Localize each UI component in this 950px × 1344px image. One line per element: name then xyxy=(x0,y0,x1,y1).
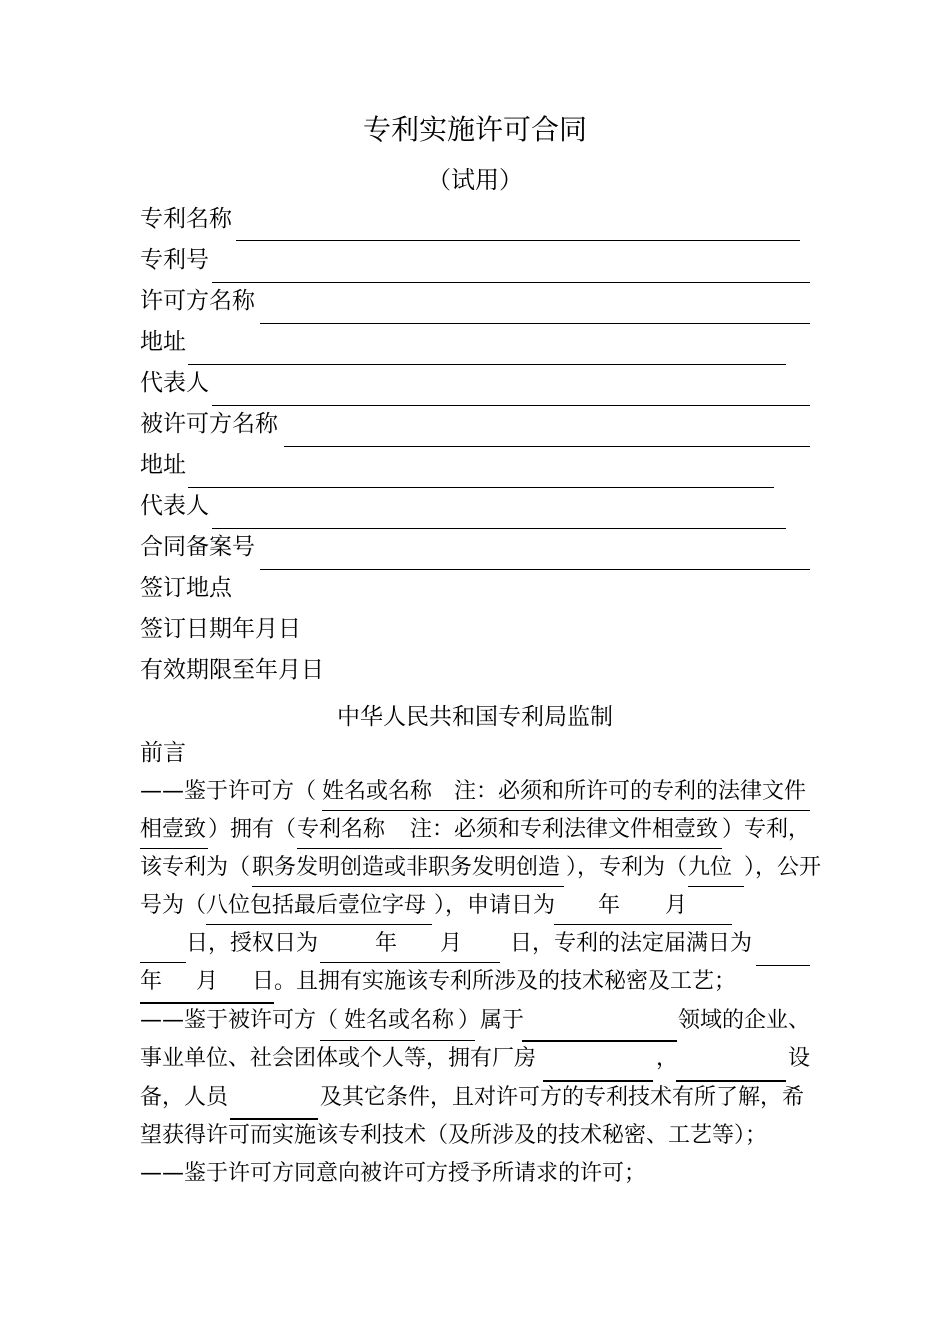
preface-blank-line xyxy=(252,886,564,887)
licensor-representative-blank-line xyxy=(212,405,810,406)
field-licensor-address-label: 地址 xyxy=(140,329,186,355)
licensee-representative-blank-line xyxy=(212,528,786,529)
preface-text: ），公开 xyxy=(744,855,822,880)
field-contract-record-number-label: 合同备案号 xyxy=(140,534,255,560)
supervisor-line: 中华人民共和国专利局监制 xyxy=(337,704,613,730)
preface-heading: 前言 xyxy=(140,740,186,766)
preface-text: 日。且拥有实施该专利所涉及的技术秘密及工艺； xyxy=(252,969,737,994)
preface-text: ）拥有（ xyxy=(208,817,297,842)
preface-blank-line xyxy=(543,1080,653,1082)
preface-blank-line xyxy=(756,965,810,966)
licensee-name-blank-line xyxy=(284,446,810,447)
preface-note-text: 注：必须和专利法律文件相壹致 xyxy=(410,817,719,842)
preface-blank-line xyxy=(320,1040,475,1041)
preface-text: 年 xyxy=(375,931,398,956)
licensor-name-blank-line xyxy=(260,323,810,324)
field-patent-name-label: 专利名称 xyxy=(140,206,232,232)
patent-number-blank-line xyxy=(212,282,810,283)
licensor-address-blank-line xyxy=(188,364,786,365)
preface-text: ——鉴于许可方（ xyxy=(140,779,317,804)
preface-text: 望获得许可而实施该专利技术（及所涉及的技术秘密、工艺等）； xyxy=(140,1123,768,1148)
preface-fill-text: 专利名称 xyxy=(297,817,386,842)
preface-text: 号为（ xyxy=(140,893,207,918)
field-validity-period-label: 有效期限至年月日 xyxy=(140,657,324,683)
preface-text: 日，专利的法定届满日为 xyxy=(510,931,753,956)
preface-blank-line xyxy=(230,1118,318,1120)
field-patent-number-label: 专利号 xyxy=(140,247,209,273)
preface-blank-line xyxy=(140,848,208,849)
preface-text: 年 xyxy=(598,893,621,918)
document-subtitle: （试用） xyxy=(427,166,523,194)
patent-name-blank-line xyxy=(236,240,800,241)
preface-text: 年 xyxy=(140,969,163,994)
preface-fill-text: 姓名或名称 xyxy=(344,1008,455,1033)
preface-blank-line xyxy=(206,924,432,925)
preface-text: 领域的企业、 xyxy=(678,1008,811,1033)
field-licensee-name-label: 被许可方名称 xyxy=(140,411,278,437)
preface-blank-line xyxy=(322,810,810,811)
preface-blank-line xyxy=(688,886,744,887)
preface-text: 设 xyxy=(788,1046,811,1071)
licensee-address-blank-line xyxy=(188,487,774,488)
preface-text: ， xyxy=(656,1046,679,1071)
preface-text: 月 xyxy=(196,969,219,994)
preface-text: 月 xyxy=(665,893,688,918)
preface-blank-line xyxy=(140,1002,274,1004)
preface-text: 该专利为（ xyxy=(140,855,251,880)
preface-fill-text: 姓名或名称 xyxy=(322,779,433,804)
preface-text: ——鉴于许可方同意向被许可方授予所请求的许可； xyxy=(140,1161,647,1186)
preface-text: ）属于 xyxy=(458,1008,525,1033)
preface-fill-text: 职务发明创造或非职务发明创造 xyxy=(252,855,561,880)
field-licensee-representative-label: 代表人 xyxy=(140,493,209,519)
preface-text: 日，授权日为 xyxy=(186,931,319,956)
preface-note-text: 注：必须和所许可的专利的法律文件 xyxy=(454,779,807,804)
preface-blank-line xyxy=(676,1080,786,1082)
field-licensee-address-label: 地址 xyxy=(140,452,186,478)
preface-blank-line xyxy=(297,848,722,849)
preface-text: ）专利， xyxy=(722,817,811,842)
preface-text: ），申请日为 xyxy=(434,893,556,918)
preface-blank-line xyxy=(320,962,500,963)
field-licensor-representative-label: 代表人 xyxy=(140,370,209,396)
preface-text: 及其它条件，且对许可方的专利技术有所了解，希 xyxy=(320,1085,805,1110)
preface-text: ），专利为（ xyxy=(566,855,688,880)
contract-record-number-blank-line xyxy=(260,569,810,570)
preface-fill-text: 八位包括最后壹位字母 xyxy=(206,893,427,918)
document-title: 专利实施许可合同 xyxy=(362,113,587,146)
field-signing-place-label: 签订地点 xyxy=(140,575,232,601)
preface-text: 月 xyxy=(440,931,463,956)
preface-blank-line xyxy=(140,962,186,963)
preface-blank-line xyxy=(522,1040,677,1042)
field-signing-date-label: 签订日期年月日 xyxy=(140,616,301,642)
preface-text: 事业单位、社会团体或个人等，拥有厂房 xyxy=(140,1046,537,1071)
field-licensor-name-label: 许可方名称 xyxy=(140,288,255,314)
preface-fill-text: 九位 xyxy=(688,855,733,880)
preface-text: ——鉴于被许可方（ xyxy=(140,1008,339,1033)
preface-blank-line xyxy=(554,924,732,925)
preface-fill-text: 相壹致 xyxy=(140,817,207,842)
preface-text: 备，人员 xyxy=(140,1085,229,1110)
